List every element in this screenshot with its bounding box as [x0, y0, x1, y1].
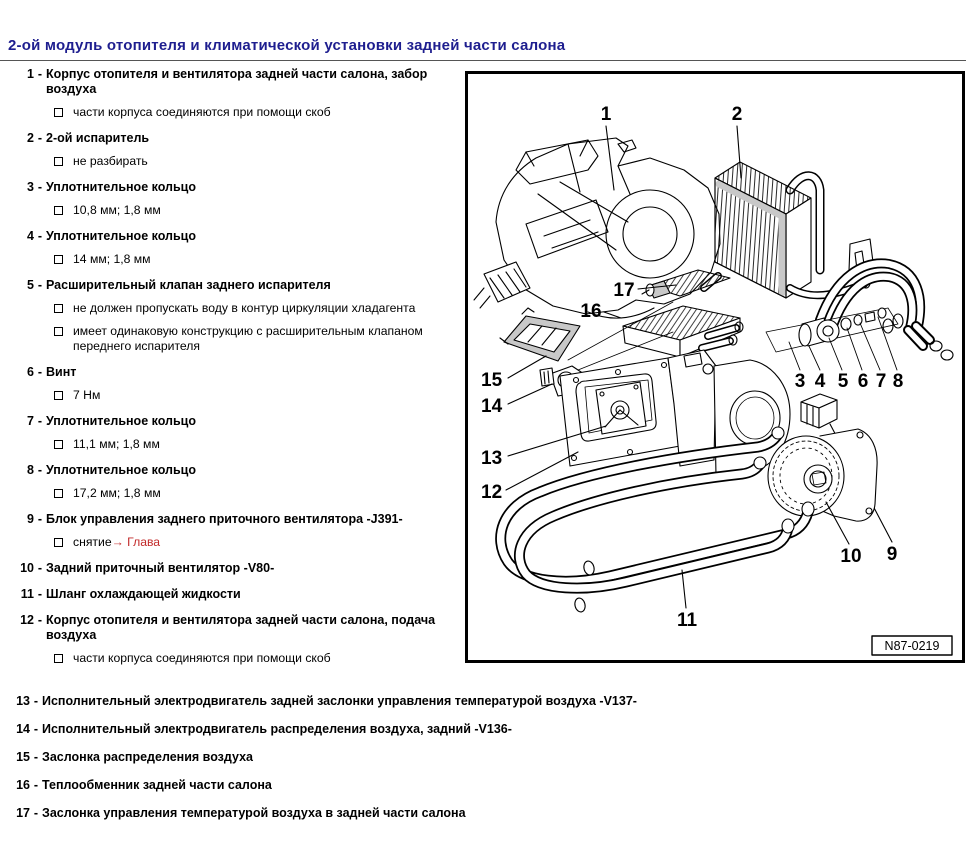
part-number: 7: [27, 414, 34, 428]
note-text: части корпуса соединяются при помощи скоб: [73, 651, 331, 665]
callout-2: 2: [731, 104, 743, 125]
part-title: Теплообменник задней части салона: [42, 778, 272, 792]
part-10-blower-drawing: [768, 429, 877, 521]
callout-13: 13: [481, 448, 503, 469]
part-item-16: [6, 778, 966, 793]
dash: -: [37, 67, 43, 81]
dash: -: [37, 229, 43, 243]
part-head: [6, 229, 458, 244]
part-head: [6, 722, 966, 737]
square-bullet-icon: [54, 206, 63, 215]
note-text: части корпуса соединяются при помощи скоб: [73, 105, 331, 119]
part-title: Заслонка управления температурой воздуха в задней части салона: [42, 806, 466, 820]
note-text: не разбирать: [73, 154, 148, 168]
part-number: 16: [16, 778, 30, 792]
part-number: 14: [16, 722, 30, 736]
part-number: 5: [27, 278, 34, 292]
callout-17: 17: [613, 280, 635, 301]
part-item-10: [6, 561, 458, 576]
dash: -: [33, 722, 39, 736]
part-15-distribution-flap-drawing: [500, 308, 580, 361]
part-item-9: [6, 512, 458, 550]
dash: -: [37, 613, 43, 627]
part-title: Задний приточный вентилятор -V80-: [46, 561, 275, 575]
dash: -: [37, 587, 43, 601]
part-head: [6, 131, 458, 146]
part-title: Исполнительный электродвигатель задней заслонки управления температурой воздуха -V137-: [42, 694, 637, 708]
part-item-14: [6, 722, 966, 737]
dash: -: [33, 806, 39, 820]
callout-7: 7: [875, 371, 887, 392]
callout-11: 11: [676, 610, 698, 631]
page-title: 2-ой модуль отопителя и климатической установки задней части салона: [8, 37, 566, 54]
dash: -: [37, 278, 43, 292]
part-head: [6, 694, 966, 709]
part-note: [54, 154, 458, 169]
part-title: Блок управления заднего приточного вентилятора -J391-: [46, 512, 403, 526]
part-note: [54, 252, 458, 267]
refrigerant-hoses-drawing: [820, 263, 953, 360]
part-head: [6, 613, 458, 643]
dash: -: [37, 512, 43, 526]
part-note: [54, 105, 458, 120]
part-title: 2-ой испаритель: [46, 131, 150, 145]
part-number: 3: [27, 180, 34, 194]
square-bullet-icon: [54, 108, 63, 117]
callout-6: 6: [857, 371, 869, 392]
part-note: [54, 301, 458, 316]
dash: -: [37, 131, 43, 145]
part-note: [54, 535, 458, 550]
parts-list-left: [6, 67, 458, 677]
part-note: [54, 388, 458, 403]
note-text: снятие: [73, 535, 112, 549]
part-title: Уплотнительное кольцо: [46, 463, 196, 477]
part-item-7: [6, 414, 458, 452]
callout-12: 12: [481, 482, 503, 503]
part-note: [54, 203, 458, 218]
part-title: Винт: [46, 365, 77, 379]
note-text: 10,8 мм; 1,8 мм: [73, 203, 161, 217]
part-number: 9: [27, 512, 34, 526]
part-head: [6, 561, 458, 576]
dash: -: [37, 414, 43, 428]
part-number: 11: [20, 587, 34, 601]
part-note: [54, 324, 458, 354]
dash: -: [37, 561, 43, 575]
part-head: [6, 750, 966, 765]
dash: -: [33, 694, 39, 708]
part-number: 17: [16, 806, 30, 820]
part-item-1: [6, 67, 458, 120]
part-title: Уплотнительное кольцо: [46, 414, 196, 428]
dash: -: [33, 750, 39, 764]
part-head: [6, 180, 458, 195]
part-item-2: [6, 131, 458, 169]
part-title: Уплотнительное кольцо: [46, 180, 196, 194]
title-divider: [0, 60, 966, 61]
part-title: Исполнительный электродвигатель распределения воздуха, задний -V136-: [42, 722, 512, 736]
part-number: 1: [27, 67, 34, 81]
part-title: Корпус отопителя и вентилятора задней части салона, подача воздуха: [46, 613, 436, 642]
part-item-12: [6, 613, 458, 666]
part-item-11: [6, 587, 458, 602]
part-number: 15: [16, 750, 30, 764]
part-number: 13: [16, 694, 30, 708]
part-number: 2: [27, 131, 34, 145]
callout-10: 10: [840, 546, 862, 567]
part-note: [54, 486, 458, 501]
callout-15: 15: [481, 370, 503, 391]
part-item-4: [6, 229, 458, 267]
exploded-view-figure: [465, 71, 965, 663]
note-text: 17,2 мм; 1,8 мм: [73, 486, 161, 500]
note-text: 7 Нм: [73, 388, 101, 402]
part-item-13: [6, 694, 966, 709]
dash: -: [37, 180, 43, 194]
callout-14: 14: [481, 396, 503, 417]
part-item-3: [6, 180, 458, 218]
part-title: Корпус отопителя и вентилятора задней части салона, забор воздуха: [46, 67, 428, 96]
part-head: [6, 806, 966, 821]
part-title: Шланг охлаждающей жидкости: [46, 587, 241, 601]
part-note: [54, 437, 458, 452]
square-bullet-icon: [54, 327, 63, 336]
part-item-17: [6, 806, 966, 821]
part-note: [54, 651, 458, 666]
callout-9: 9: [886, 544, 898, 565]
dash: -: [33, 778, 39, 792]
note-text: 14 мм; 1,8 мм: [73, 252, 151, 266]
part-head: [6, 778, 966, 793]
part-head: [6, 414, 458, 429]
leader-11: [682, 570, 686, 608]
square-bullet-icon: [54, 440, 63, 449]
part-number: 6: [27, 365, 34, 379]
note-text: 11,1 мм; 1,8 мм: [73, 437, 160, 451]
callout-4: 4: [814, 371, 826, 392]
figure-label: N87-0219: [884, 639, 940, 653]
part-head: [6, 67, 458, 97]
square-bullet-icon: [54, 157, 63, 166]
square-bullet-icon: [54, 654, 63, 663]
part-number: 8: [27, 463, 34, 477]
heater-module-diagram: [468, 74, 962, 660]
part-item-6: [6, 365, 458, 403]
note-text: не должен пропускать воду в контур циркуляции хладагента: [73, 301, 416, 315]
callout-16: 16: [580, 301, 602, 322]
square-bullet-icon: [54, 304, 63, 313]
leader-14: [508, 384, 552, 404]
part-title: Уплотнительное кольцо: [46, 229, 196, 243]
callout-1: 1: [600, 104, 612, 125]
chapter-link[interactable]: → Глава: [111, 535, 161, 549]
part-head: [6, 365, 458, 380]
part-title: Заслонка распределения воздуха: [42, 750, 253, 764]
part-head: [6, 463, 458, 478]
square-bullet-icon: [54, 255, 63, 264]
part-9-control-module-drawing: [801, 394, 837, 428]
note-text: имеет одинаковую конструкцию с расширительным клапаном переднего испарителя: [73, 324, 427, 353]
part-item-15: [6, 750, 966, 765]
dash: -: [37, 365, 43, 379]
square-bullet-icon: [54, 489, 63, 498]
callout-3: 3: [794, 371, 806, 392]
part-title: Расширительный клапан заднего испарителя: [46, 278, 331, 292]
part-number: 12: [20, 613, 34, 627]
callout-8: 8: [892, 371, 904, 392]
part-number: 4: [27, 229, 34, 243]
dash: -: [37, 463, 43, 477]
part-item-5: [6, 278, 458, 354]
part-head: [6, 512, 458, 527]
square-bullet-icon: [54, 391, 63, 400]
square-bullet-icon: [54, 538, 63, 547]
part-head: [6, 587, 458, 602]
callout-5: 5: [837, 371, 849, 392]
part-number: 10: [20, 561, 34, 575]
parts-list-bottom: [6, 694, 966, 834]
part-head: [6, 278, 458, 293]
part-item-8: [6, 463, 458, 501]
